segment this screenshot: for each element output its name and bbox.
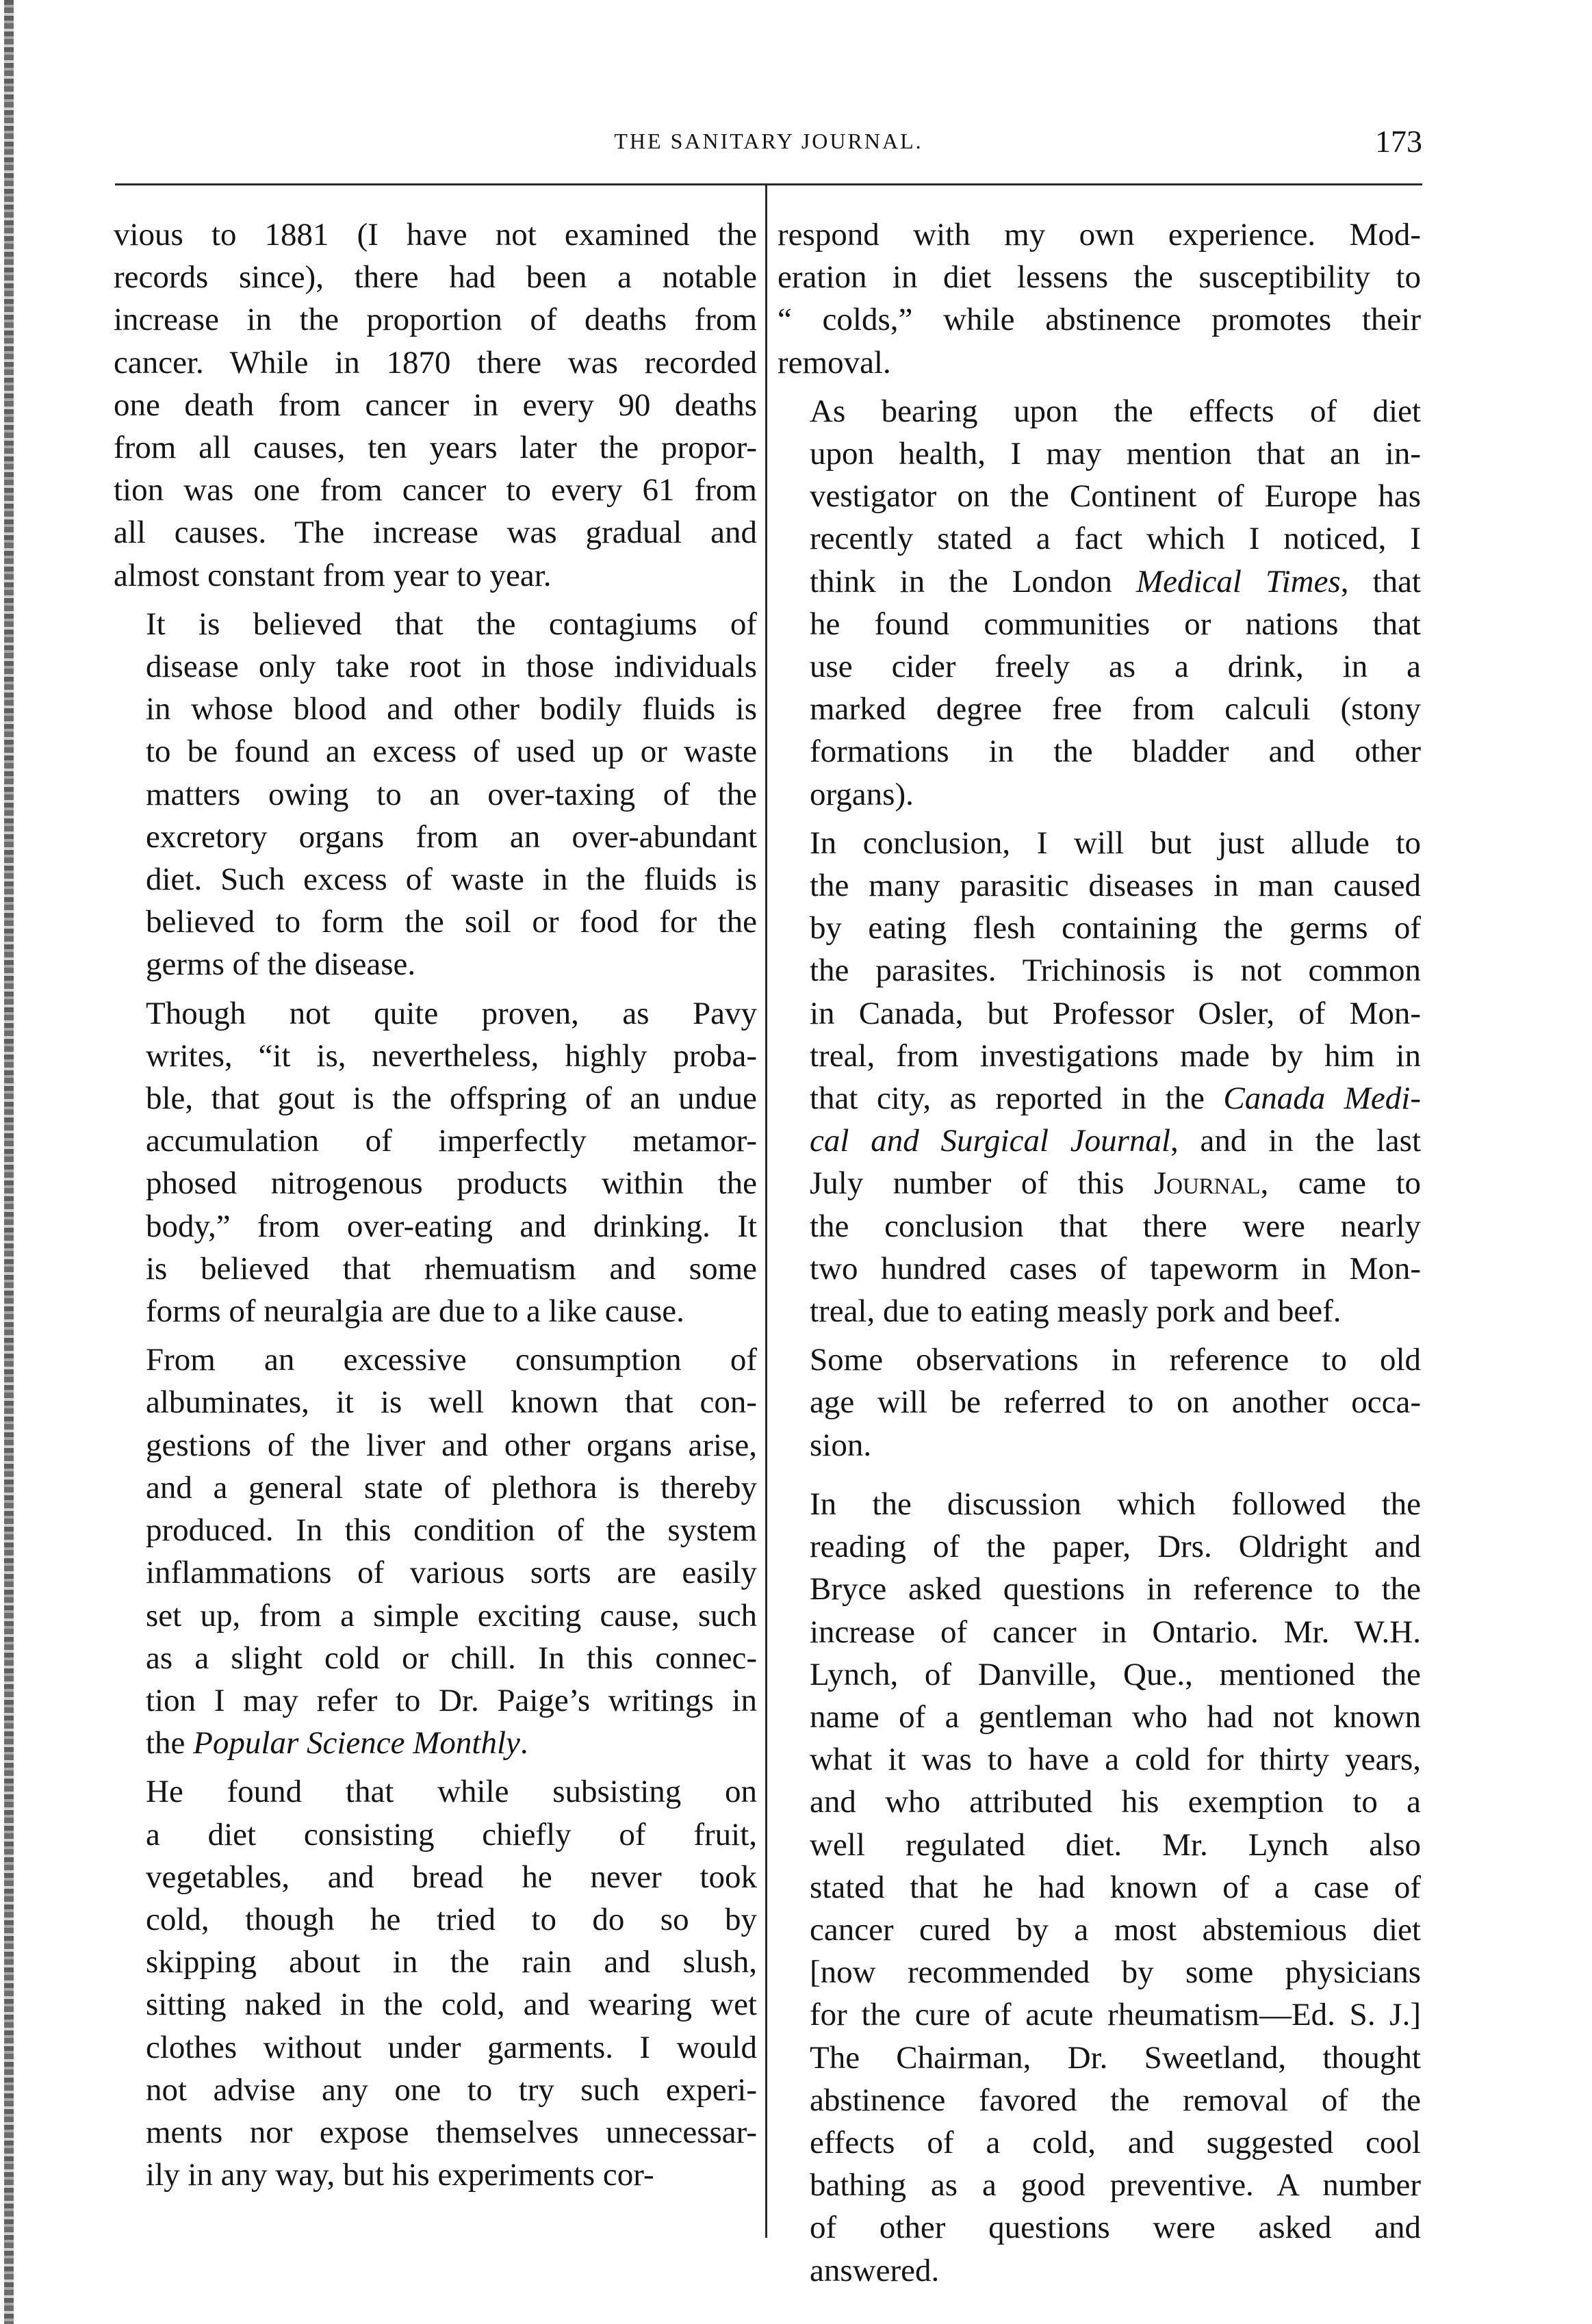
text-line: cancer cured by a most abstemious diet — [810, 1911, 1421, 1948]
text-line: inflammations of various sorts are easily — [146, 1555, 757, 1591]
text-line: bathing as a good preventive. A number — [810, 2167, 1421, 2204]
paragraph — [114, 992, 757, 1333]
text-line: germs of the disease. — [146, 946, 416, 983]
text-line: the Popular Science Monthly. — [146, 1725, 528, 1761]
text-line: stated that he had known of a case of — [810, 1869, 1421, 1905]
text-line: marked degree free from calculi (stony — [810, 691, 1421, 727]
text-line: cold, though he tried to do so by — [146, 1901, 757, 1937]
text-line: organs). — [810, 776, 914, 812]
text-line: think in the London Medical Times, that — [810, 563, 1421, 599]
text-line: vious to 1881 (I have not examined the — [114, 217, 757, 253]
text-line: forms of neuralgia are due to a like cause. — [146, 1293, 684, 1330]
text-line: one death from cancer in every 90 deaths — [114, 387, 757, 423]
text-line: well regulated diet. Mr. Lynch also — [810, 1826, 1421, 1863]
text-line: formations in the bladder and other — [810, 734, 1421, 770]
text-line: diet. Such excess of waste in the fluids is — [146, 862, 757, 898]
text-line: name of a gentleman who had not known — [810, 1699, 1421, 1735]
text-line: eration in diet lessens the susceptibility to — [778, 259, 1421, 296]
text-line: ily in any way, but his experiments cor- — [146, 2157, 654, 2193]
left-column — [114, 214, 757, 2196]
text-line: excretory organs from an over-abundant — [146, 818, 757, 855]
text-line: upon health, I may mention that an in- — [810, 436, 1421, 472]
paragraph — [114, 1770, 757, 2196]
text-line: all causes. The increase was gradual and — [114, 515, 757, 551]
text-line: increase in the proportion of deaths from — [114, 302, 757, 338]
text-line: produced. In this condition of the system — [146, 1512, 757, 1549]
text-line: gestions of the liver and other organs arise, — [146, 1427, 757, 1463]
text-line: as a slight cold or chill. In this connec- — [146, 1640, 757, 1676]
running-title: THE SANITARY JOURNAL. — [614, 129, 923, 153]
text-line: answered. — [810, 2252, 940, 2288]
text-line: disease only take root in those individuals — [146, 649, 757, 685]
text-line: he found communities or nations that — [810, 606, 1421, 642]
text-line: [now recommended by some physicians — [810, 1954, 1421, 1991]
text-line: treal, from investigations made by him in — [810, 1037, 1421, 1074]
text-line: July number of this Journal, came to — [810, 1165, 1421, 1202]
text-line: Some observations in reference to old — [810, 1342, 1421, 1378]
text-line: body,” from over-eating and drinking. It — [146, 1208, 757, 1244]
text-line: cancer. While in 1870 there was recorded — [114, 344, 757, 380]
text-line: in whose blood and other bodily fluids is — [146, 691, 757, 727]
text-line: It is believed that the contagiums of — [146, 606, 757, 642]
text-line: is believed that rhemuatism and some — [146, 1250, 757, 1287]
text-line: He found that while subsisting on — [146, 1774, 757, 1810]
text-line: that city, as reported in the Canada Medi- — [810, 1081, 1421, 1117]
text-line: to be found an excess of used up or waste — [146, 734, 757, 770]
text-line: from all causes, ten years later the propor- — [114, 430, 757, 466]
text-line: a diet consisting chiefly of fruit, — [146, 1816, 757, 1852]
text-line: sion. — [810, 1427, 872, 1463]
text-line: two hundred cases of tapeworm in Mon- — [810, 1250, 1421, 1287]
text-line: almost constant from year to year. — [114, 557, 552, 593]
text-line: Though not quite proven, as Pavy — [146, 995, 757, 1031]
text-line: From an excessive consumption of — [146, 1342, 757, 1378]
text-line: set up, from a simple exciting cause, such — [146, 1597, 757, 1634]
text-line: of other questions were asked and — [810, 2210, 1421, 2246]
text-line: in Canada, but Professor Osler, of Mon- — [810, 995, 1421, 1031]
text-line: respond with my own experience. Mod- — [778, 217, 1421, 253]
paragraph — [778, 214, 1421, 384]
text-line: albuminates, it is well known that con- — [146, 1384, 757, 1421]
text-line: writes, “it is, nevertheless, highly proba- — [146, 1037, 757, 1074]
text-line: and who attributed his exemption to a — [810, 1784, 1421, 1820]
text-line: clothes without under garments. I would — [146, 2029, 757, 2065]
text-line: treal, due to eating measly pork and beef. — [810, 1293, 1341, 1330]
paragraph — [778, 1339, 1421, 1467]
text-line: the many parasitic diseases in man caused — [810, 868, 1421, 904]
text-line: vegetables, and bread he never took — [146, 1859, 757, 1895]
right-column — [778, 214, 1421, 2292]
text-line: As bearing upon the effects of diet — [810, 393, 1421, 429]
page-header — [115, 124, 1422, 170]
text-line: reading of the paper, Drs. Oldright and — [810, 1529, 1421, 1565]
text-line: by eating flesh containing the germs of — [810, 910, 1421, 946]
text-line: tion was one from cancer to every 61 from — [114, 472, 757, 508]
text-line: cal and Surgical Journal, and in the last — [810, 1123, 1422, 1159]
paragraph — [778, 390, 1421, 816]
paragraph — [114, 214, 757, 597]
text-line: the parasites. Trichinosis is not common — [810, 953, 1421, 989]
text-line: Lynch, of Danville, Que., mentioned the — [810, 1656, 1421, 1692]
text-line: ments nor expose themselves unnecessar- — [146, 2114, 757, 2150]
text-line: tion I may refer to Dr. Paige’s writings in — [146, 1682, 757, 1718]
text-line: In conclusion, I will but just allude to — [810, 825, 1421, 861]
text-line: The Chairman, Dr. Sweetland, thought — [810, 2039, 1421, 2076]
paragraph — [114, 603, 757, 986]
header-rule — [115, 183, 1422, 185]
column-divider — [765, 185, 767, 2238]
text-line: abstinence favored the removal of the — [810, 2082, 1421, 2118]
text-line: the conclusion that there were nearly — [810, 1208, 1421, 1244]
text-line: recently stated a fact which I noticed, I — [810, 521, 1421, 557]
paragraph — [114, 1339, 757, 1764]
text-line: use cider freely as a drink, in a — [810, 649, 1421, 685]
text-line: skipping about in the rain and slush, — [146, 1944, 757, 1980]
text-line: matters owing to an over-taxing of the — [146, 776, 757, 812]
page-number: 173 — [1375, 124, 1422, 159]
text-line: not advise any one to try such experi- — [146, 2071, 757, 2108]
text-line: believed to form the soil or food for the — [146, 904, 757, 940]
text-line: and a general state of plethora is thereby — [146, 1469, 757, 1506]
text-line: increase of cancer in Ontario. Mr. W.H. — [810, 1614, 1421, 1650]
text-line: sitting naked in the cold, and wearing wet — [146, 1987, 757, 2023]
text-line: effects of a cold, and suggested cool — [810, 2124, 1421, 2160]
text-line: vestigator on the Continent of Europe has — [810, 478, 1421, 515]
text-line: In the discussion which followed the — [810, 1486, 1421, 1522]
text-line: age will be referred to on another occa- — [810, 1384, 1421, 1421]
text-line: for the cure of acute rheumatism—Ed. S. J.] — [810, 1997, 1421, 2033]
text-line: accumulation of imperfectly metamor- — [146, 1123, 757, 1159]
text-line: “ colds,” while abstinence promotes their — [778, 302, 1421, 338]
text-line: removal. — [778, 344, 891, 380]
scanned-page-edge — [4, 0, 14, 2324]
paragraph — [778, 822, 1421, 1332]
text-line: ble, that gout is the offspring of an undue — [146, 1081, 757, 1117]
text-line: Bryce asked questions in reference to the — [810, 1571, 1421, 1608]
text-line: phosed nitrogenous products within the — [146, 1165, 757, 1202]
text-line: records since), there had been a notable — [114, 259, 757, 296]
paragraph — [778, 1483, 1421, 2292]
text-line: what it was to have a cold for thirty years, — [810, 1742, 1421, 1778]
